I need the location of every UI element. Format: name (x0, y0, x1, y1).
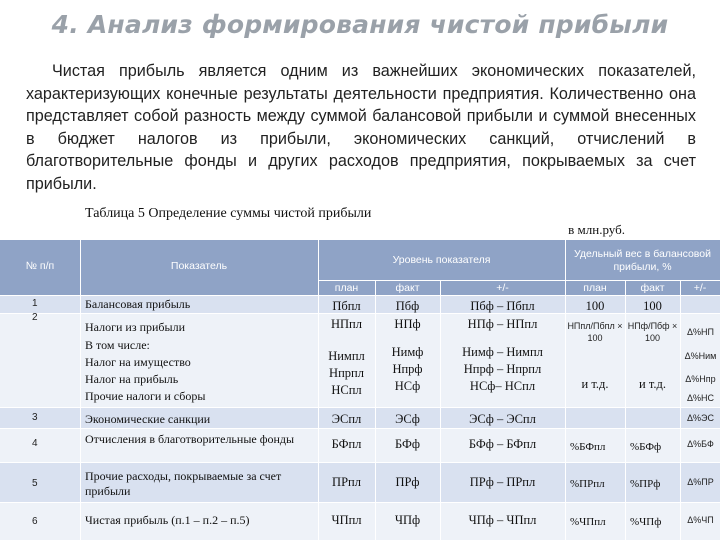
share-plan-value: %БФпл (570, 441, 606, 453)
header-share-fact: факт (640, 282, 665, 294)
plan-value: Нимпл (328, 349, 365, 363)
share-diff-value: Δ%ПР (687, 477, 714, 487)
diff-value: БФф – БФпл (468, 437, 537, 451)
row-num: 6 (32, 516, 38, 527)
row-label: В том числе: (85, 338, 150, 352)
header-share-plan: план (583, 282, 607, 294)
header-diff: +/- (496, 282, 509, 294)
row-label: Экономические санкции (85, 412, 211, 426)
plan-value: БФпл (331, 437, 362, 451)
fact-value: Нпрф (392, 362, 423, 376)
diff-value: ПРф – ПРпл (469, 475, 536, 489)
share-diff-value: Δ%ЧП (687, 515, 714, 525)
fact-value: Пбф (395, 299, 420, 313)
header-fact: факт (395, 282, 420, 294)
fact-value: НСф (394, 379, 421, 393)
plan-value: Нпрпл (329, 366, 364, 380)
row-label: Отчисления в благотворительные фонды (85, 432, 295, 446)
fact-value: Нимф (391, 345, 424, 359)
header-level: Уровень показателя (392, 254, 491, 266)
header-num: № п/п (25, 260, 55, 272)
share-diff-value: Δ%ЭС (687, 413, 714, 423)
share-plan-formula: НПпл/Пбпл × 100 (567, 321, 623, 343)
row-label: Налог на имущество (85, 355, 191, 369)
header-plan: план (334, 282, 359, 294)
share-plan-value: %ЧПпл (570, 516, 606, 528)
row-label: Балансовая прибыль (85, 297, 191, 311)
diff-value: НПф – НПпл (467, 317, 538, 331)
row-label: Налоги из прибыли (85, 320, 186, 334)
row-label: Прочие расходы, покрываемые за счет прибыли (85, 469, 282, 498)
share-diff-value: Δ%Ним (684, 351, 717, 361)
diff-value: Нимф – Нимпл (462, 345, 543, 359)
share-fact-value: и т.д. (639, 377, 666, 391)
fact-value: ЧПф (394, 513, 421, 527)
intro-paragraph: Чистая прибыль является одним из важнейших экономических показателей, характеризующих конечные результаты деятельности предприятия. Количественно она представляет собой разность между суммой балансовой прибыли и суммой внесенных в бюджет налогов из прибыли, экономических санкций, отчислений в благотворительные фонды и других расходов предприятия, покрываемых за счет прибыли. (26, 62, 696, 193)
fact-value: ПРф (395, 475, 420, 489)
row-num: 4 (32, 438, 38, 449)
net-profit-table (0, 240, 720, 540)
row-label: Прочие налоги и сборы (85, 389, 206, 403)
fact-value: ЭСф (395, 412, 420, 426)
row-num: 5 (32, 478, 38, 489)
table-caption: Таблица 5 Определение суммы чистой прибыли (85, 206, 372, 221)
diff-value: ЭСф – ЭСпл (469, 412, 536, 426)
plan-value: ЭСпл (331, 412, 362, 426)
page-title: 4. Анализ формирования чистой прибыли (51, 10, 669, 39)
row-num: 2 (32, 312, 38, 323)
share-diff-value: Δ%Нпр (685, 374, 716, 384)
row-num: 3 (32, 412, 38, 423)
diff-value: ЧПф – ЧПпл (468, 513, 537, 527)
plan-value: НПпл (331, 317, 362, 331)
share-diff-value: Δ%БФ (687, 439, 714, 449)
header-share: Удельный вес в балансовой прибыли, % (574, 248, 711, 273)
plan-value: Пбпл (332, 299, 361, 313)
plan-value: ПРпл (332, 475, 361, 489)
diff-value: Нпрф – Нпрпл (463, 362, 542, 376)
share-fact-value: %ЧПф (630, 516, 662, 528)
header-share-diff: +/- (693, 282, 707, 294)
share-diff-value: Δ%НП (687, 327, 714, 337)
share-fact-formula: НПф/Пбф × 100 (627, 321, 678, 343)
diff-value: НСф– НСпл (469, 379, 536, 393)
fact-value: БФф (395, 437, 420, 451)
table-units: в млн.руб. (568, 222, 625, 237)
diff-value: Пбф – Пбпл (470, 299, 535, 313)
row-label: Налог на прибыль (85, 372, 179, 386)
plan-value: ЧПпл (331, 513, 362, 527)
share-fact-value: 100 (643, 299, 662, 313)
share-plan-value: %ПРпл (570, 478, 605, 490)
share-plan-value: и т.д. (581, 377, 609, 391)
share-fact-value: %БФф (630, 441, 662, 453)
plan-value: НСпл (331, 383, 362, 397)
share-diff-value: Δ%НС (686, 393, 714, 403)
fact-value: НПф (394, 317, 421, 331)
row-label: Чистая прибыль (п.1 – п.2 – п.5) (85, 513, 250, 527)
share-plan-value: 100 (585, 299, 605, 313)
header-indicator: Показатель (170, 260, 228, 272)
row-num: 1 (32, 298, 38, 309)
share-fact-value: %ПРф (630, 478, 661, 490)
